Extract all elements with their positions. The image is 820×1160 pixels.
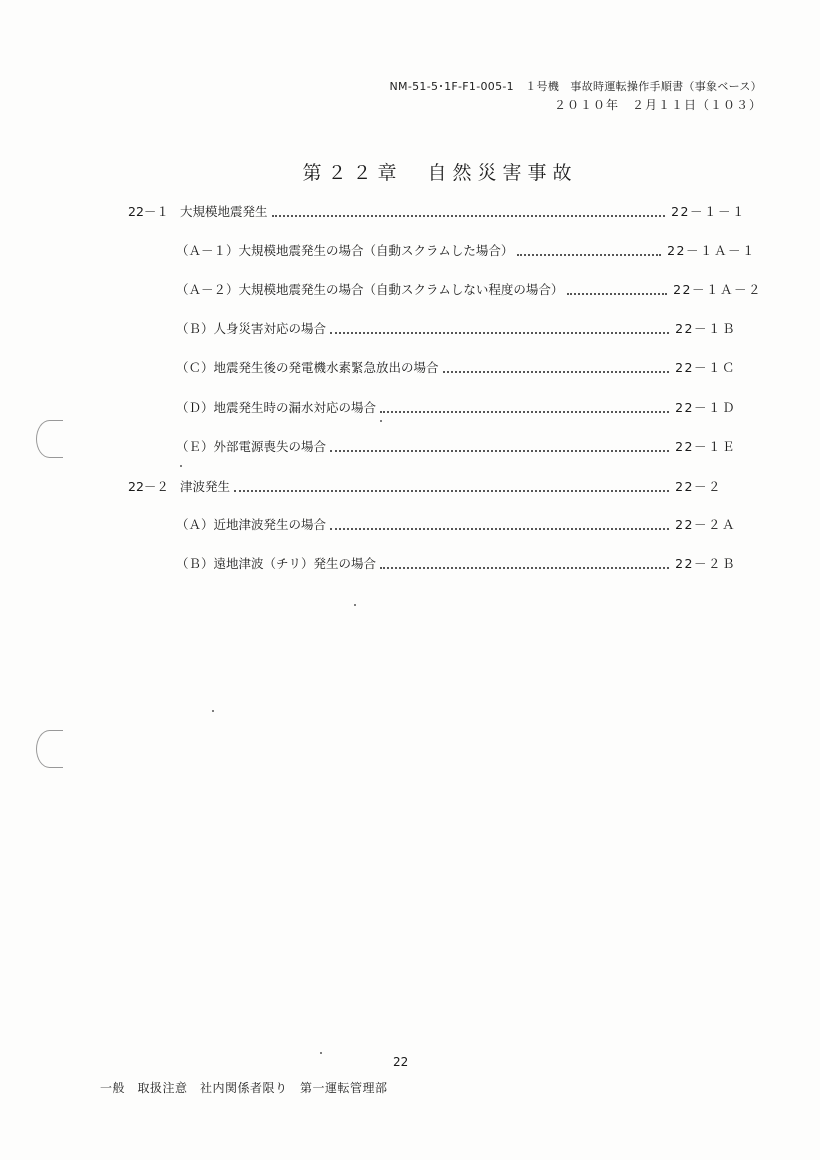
toc-entry-page: 22－２Ｂ [675, 556, 736, 571]
toc-entry-page: 22－２Ａ [675, 517, 736, 532]
toc-entry-22-1 [128, 202, 746, 222]
toc-entry-page: 22－１Ｃ [675, 360, 736, 375]
toc-entry-page: 22－１Ｂ [675, 321, 736, 336]
toc-entry-22-1-d [176, 398, 736, 418]
toc-entry-label: （Ｂ）人身災害対応の場合 [176, 321, 327, 336]
toc-leader-dots [380, 411, 669, 413]
toc-entry-page: 22－１Ａ－１ [667, 243, 756, 258]
toc-entry-page: 22－１－１ [671, 204, 746, 219]
toc-entry-22-2-a [176, 515, 736, 535]
toc-entry-22-1-c [176, 358, 736, 378]
page-number: 22 [393, 1055, 409, 1069]
toc-leader-dots [567, 293, 667, 295]
toc-leader-dots [330, 528, 669, 530]
toc-entry-label: （Ｂ）遠地津波（チリ）発生の場合 [176, 556, 377, 571]
chapter-title: 第２２章 自然災害事故 [302, 162, 578, 184]
toc-leader-dots [443, 371, 670, 373]
toc-entry-22-1-e [176, 437, 736, 457]
toc-entry-number: 22－２ [128, 479, 169, 494]
toc-entry-22-1-b [176, 319, 736, 339]
toc-entry-22-1-a2 [176, 280, 762, 300]
toc-entry-22-1-a1 [176, 241, 756, 261]
toc-entry-label: （Ａ－１）大規模地震発生の場合（自動スクラムした場合） [176, 243, 514, 258]
toc-entry-22-2 [128, 477, 722, 497]
toc-entry-label: （Ａ－２）大規模地震発生の場合（自動スクラムしない程度の場合） [176, 282, 564, 297]
toc-entry-page: 22－２ [675, 479, 722, 494]
toc-entry-label: （Ｄ）地震発生時の漏水対応の場合 [176, 400, 377, 415]
document-date: ２０１０年 ２月１１日（１０３） [553, 98, 762, 112]
toc-entry-number: 22－１ [128, 204, 169, 219]
toc-entry-label: （Ａ）近地津波発生の場合 [176, 517, 327, 532]
toc-leader-dots [234, 490, 669, 492]
toc-leader-dots [272, 215, 666, 217]
toc-entry-label: 津波発生 [180, 479, 231, 494]
toc-leader-dots [380, 567, 669, 569]
toc-leader-dots [330, 450, 669, 452]
handling-notice: 一般 取扱注意 社内関係者限り 第一運転管理部 [100, 1081, 388, 1095]
toc-leader-dots [517, 254, 661, 256]
toc-leader-dots [330, 332, 669, 334]
toc-entry-label: （Ｅ）外部電源喪失の場合 [176, 439, 327, 454]
toc-entry-page: 22－１Ｄ [675, 400, 736, 415]
document-code: NM-51-5･1F-F1-005-1 １号機 事故時運転操作手順書（事象ベース） [389, 80, 762, 93]
toc-entry-22-2-b [176, 554, 736, 574]
toc-entry-page: 22－１Ｅ [675, 439, 736, 454]
toc-entry-label: （Ｃ）地震発生後の発電機水素緊急放出の場合 [176, 360, 439, 375]
toc-entry-label: 大規模地震発生 [180, 204, 268, 219]
toc-entry-page: 22－１Ａ－２ [673, 282, 762, 297]
